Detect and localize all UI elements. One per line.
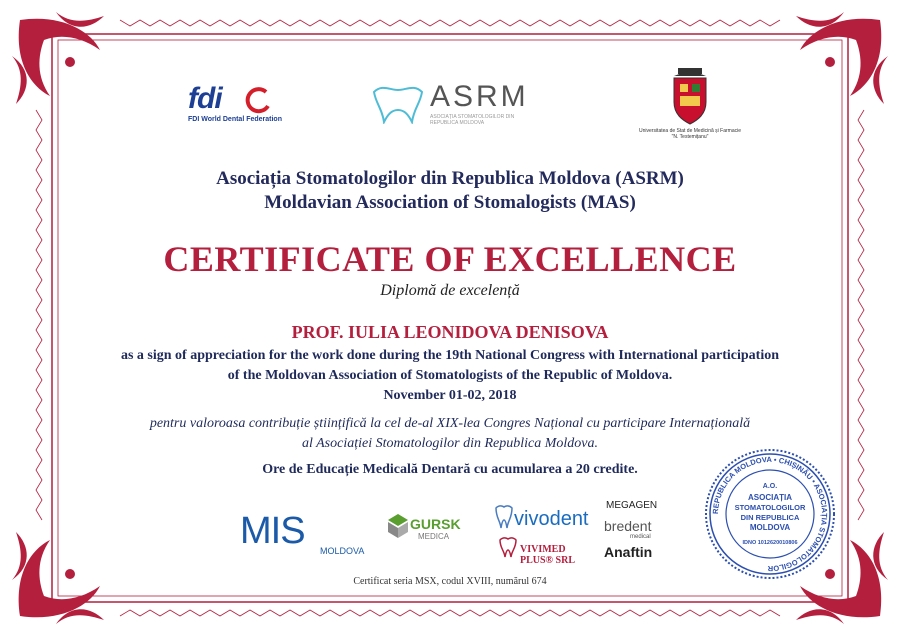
stamp-line-1: A.O.	[762, 483, 778, 490]
association-stamp	[704, 448, 836, 580]
gursk-mark-icon	[388, 514, 408, 538]
stamp-ring-text: REPUBLICA MOLDOVA • CHIȘINĂU • ASOCIAȚIA STOMATOLOGILOR	[710, 454, 830, 574]
asrm-logo	[370, 80, 540, 132]
fdi-swoosh-icon	[244, 86, 272, 114]
stamp-code: IDNO 1012620010806	[742, 540, 798, 546]
vivimed-tooth-icon	[498, 536, 518, 558]
asrm-logo-word: ASRM	[430, 80, 529, 113]
description-line-1: as a sign of appreciation for the work done during the 19th National Congress with International participation	[120, 348, 780, 363]
mis-logo-sub: MOLDOVA	[320, 546, 365, 556]
fdi-logo-subtitle: FDI World Dental Federation	[188, 116, 282, 123]
romanian-line-1: pentru valoroasa contribuție științifică la cel de-al XIX-lea Congres Național cu participare Internațională	[149, 416, 751, 431]
organization-name-ro: Asociația Stomatologilor din Republica Moldova (ASRM)	[216, 168, 684, 189]
university-name: Universitatea de Stat de Medicină și Farmacie "N. Testemițanu"	[639, 128, 741, 140]
mis-logo	[240, 510, 380, 560]
anaftin-logo: Anaftin	[604, 544, 653, 560]
vivodent-tooth-icon	[494, 504, 514, 530]
certificate-title: CERTIFICATE OF EXCELLENCE	[163, 239, 737, 279]
gursk-logo-word: GURSK	[410, 516, 461, 532]
vivodent-logo	[494, 500, 594, 534]
stamp-line-4: DIN REPUBLICA	[740, 513, 800, 522]
gursk-logo-sub: MEDICA	[418, 532, 450, 541]
fdi-logo-word: fdi	[188, 82, 222, 115]
certificate-serial: Certificat seria MSX, codul XVIII, numărul 674	[353, 576, 547, 587]
stamp-line-3: STOMATOLOGILOR	[734, 503, 806, 512]
certificate-subtitle: Diplomă de excelență	[380, 282, 520, 299]
fdi-logo	[188, 82, 288, 128]
vivimed-logo-word: VIVIMED PLUS® SRL	[520, 544, 575, 566]
credits-line: Ore de Educație Medicală Dentară cu acumularea a 20 credite.	[262, 462, 638, 477]
romanian-line-2: al Asociației Stomatologilor din Republica Moldova.	[301, 436, 599, 451]
asrm-logo-subtitle: ASOCIAȚIA STOMATOLOGILOR DIN REPUBLICA MOLDOVA	[430, 114, 515, 126]
mis-logo-word: MIS	[240, 510, 305, 552]
university-crest-icon	[668, 66, 712, 126]
recipient-name: PROF. IULIA LEONIDOVA DENISOVA	[291, 322, 609, 342]
organization-name-en: Moldavian Association of Stomalogists (MAS)	[264, 192, 636, 213]
event-date: November 01-02, 2018	[383, 388, 517, 403]
vivimed-logo	[494, 536, 594, 566]
university-crest	[630, 66, 750, 146]
megagen-logo: MEGAGEN	[606, 500, 658, 511]
bredent-logo: bredent	[604, 518, 652, 534]
description-line-2: of the Moldovan Association of Stomatologists of the Republic of Moldova.	[227, 368, 673, 383]
stamp-line-2: ASOCIAȚIA	[748, 493, 792, 502]
stamp-line-5: MOLDOVA	[749, 523, 791, 532]
bredent-logo-sub: medical	[630, 534, 651, 540]
tooth-icon	[370, 84, 426, 124]
gursk-logo	[388, 512, 483, 548]
vivodent-logo-word: vivodent	[514, 508, 589, 530]
